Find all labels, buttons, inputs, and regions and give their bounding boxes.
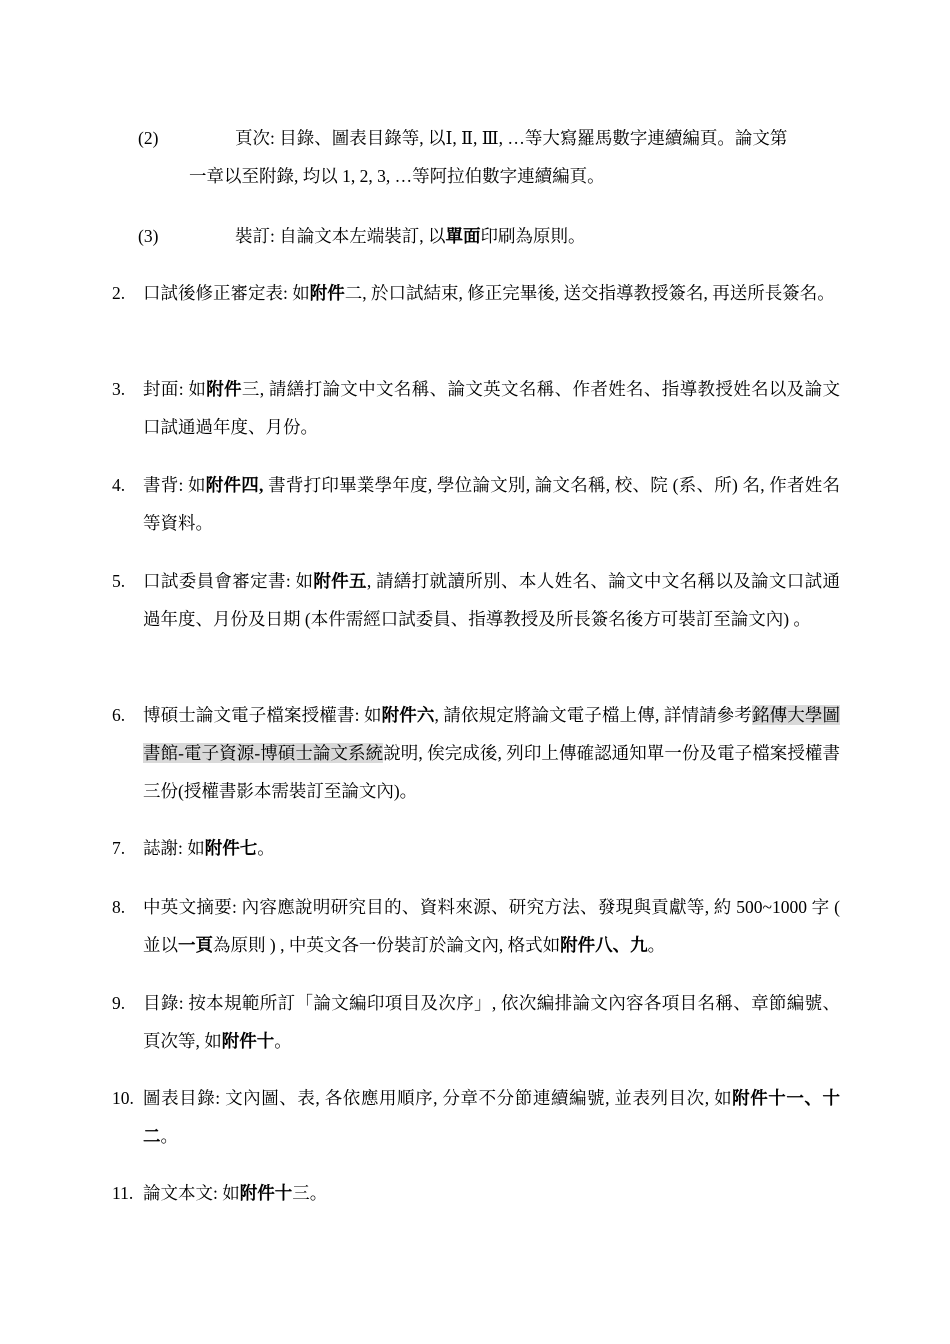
- list-item-7: [112, 829, 840, 867]
- attachment-ref: 附件: [206, 379, 242, 399]
- text-segment: 書背打印畢業學年度, 學位論文別, 論文名稱, 校、院 (系、所) 名, 作者姓名等資料。: [143, 475, 841, 533]
- attachment-ref: 附件: [309, 283, 345, 303]
- attachment-ref: 附件四,: [205, 475, 264, 495]
- list-item-number: 6.: [112, 705, 126, 725]
- list-item-9: [112, 984, 840, 1060]
- list-item-8: [112, 888, 840, 964]
- text-segment: 口試委員會審定書: 如: [143, 571, 314, 591]
- list-item-number: 8.: [112, 897, 126, 917]
- text-segment: 三。: [292, 1183, 328, 1203]
- text-segment: 印刷為原則。: [480, 226, 586, 246]
- text-segment: 圖表目錄: 文內圖、表, 各依應用順序, 分章不分節連續編號, 並表列目次, 如: [143, 1088, 733, 1108]
- attachment-ref: 附件五: [313, 571, 367, 591]
- attachment-ref: 附件八、九: [560, 935, 648, 955]
- list-item-number: 10.: [112, 1088, 134, 1108]
- text-segment: 。: [274, 1031, 292, 1051]
- list-item-4: [112, 466, 840, 542]
- list-item-text: [143, 466, 840, 542]
- list-item-text: [143, 696, 840, 810]
- text-segment: 封面: 如: [143, 379, 207, 399]
- sub-item-2: [138, 119, 840, 195]
- list-item-text: [143, 888, 840, 964]
- list-item-text: [143, 1079, 840, 1155]
- attachment-ref: 附件十一、十二: [143, 1088, 840, 1146]
- text-segment: 。: [160, 1126, 178, 1146]
- list-item-text: [143, 1174, 840, 1212]
- list-item-number: 3.: [112, 379, 126, 399]
- text-segment: 博碩士論文電子檔案授權書: 如: [143, 705, 382, 725]
- sub-item-number: (3): [138, 226, 159, 246]
- text-segment: 中英文摘要: 內容應說明研究目的、資料來源、研究方法、發現與貢獻等, 約 500~1000 字 ( 並以: [143, 897, 840, 955]
- text-segment: 。: [647, 935, 666, 955]
- list-item-text: [143, 274, 840, 312]
- text-segment: 二, 於口試結束, 修正完畢後, 送交指導教授簽名, 再送所長簽名。: [344, 283, 835, 303]
- list-item-number: 11.: [112, 1183, 134, 1203]
- text-segment: , 請依規定將論文電子檔上傳, 詳情請參考: [434, 705, 752, 725]
- sub-item-text: [235, 217, 840, 255]
- library-system-reference: 銘傳大學圖書館-電子資源-博碩士論文系統: [143, 705, 841, 763]
- text-segment: 誌謝: 如: [143, 838, 205, 858]
- list-item-2: [112, 274, 840, 312]
- list-item-5: [112, 562, 840, 638]
- bold-term: 一頁: [178, 935, 213, 955]
- list-item-10: [112, 1079, 840, 1155]
- list-item-text: [143, 370, 840, 446]
- text-segment: 目錄: 按本規範所訂「論文編印項目及次序」, 依次編排論文內容各項目名稱、章節編號、頁次等, 如: [143, 993, 840, 1051]
- list-item-6: [112, 696, 840, 810]
- sub-item-number: (2): [138, 128, 159, 148]
- text-segment: 裝訂: 自論文本左端裝訂, 以: [235, 226, 446, 246]
- list-item-text: [143, 829, 840, 867]
- list-item-number: 4.: [112, 475, 126, 495]
- attachment-ref: 附件六: [381, 705, 435, 725]
- bold-term: 單面: [445, 226, 481, 246]
- list-item-number: 9.: [112, 993, 126, 1013]
- attachment-ref: 附件七: [204, 838, 258, 858]
- text-segment: 三, 請繕打論文中文名稱、論文英文名稱、作者姓名、指導教授姓名以及論文口試通過年度、月份。: [143, 379, 840, 437]
- list-item-text: [143, 562, 840, 638]
- attachment-ref: 附件十: [221, 1031, 275, 1051]
- list-item-3: [112, 370, 840, 446]
- sub-item-text-continued: 一章以至附錄, 均以 1, 2, 3, …等阿拉伯數字連續編頁。: [189, 166, 605, 186]
- attachment-ref: 附件十: [239, 1183, 293, 1203]
- text-segment: 論文本文: 如: [143, 1183, 240, 1203]
- text-segment: 書背: 如: [143, 475, 206, 495]
- list-item-number: 5.: [112, 571, 126, 591]
- text-segment: 說明, 俟完成後, 列印上傳確認通知單一份及電子檔案授權書三份(授權書影本需裝訂至論文內)。: [143, 743, 841, 801]
- list-item-number: 7.: [112, 838, 126, 858]
- text-segment: 為原則 ) , 中英文各一份裝訂於論文內, 格式如: [213, 935, 561, 955]
- sub-item-text: 頁次: 目錄、圖表目錄等, 以Ⅰ, Ⅱ, Ⅲ, …等大寫羅馬數字連續編頁。論文第: [235, 128, 788, 148]
- list-item-11: [112, 1174, 840, 1212]
- list-item-number: 2.: [112, 283, 126, 303]
- text-segment: , 請繕打就讀所別、本人姓名、論文中文名稱以及論文口試通過年度、月份及日期 (本件需經口試委員、指導教授及所長簽名後方可裝訂至論文內) 。: [143, 571, 840, 629]
- text-segment: 。: [257, 838, 275, 858]
- text-segment: 口試後修正審定表: 如: [143, 283, 310, 303]
- sub-item-3: [138, 217, 840, 255]
- list-item-text: [143, 984, 840, 1060]
